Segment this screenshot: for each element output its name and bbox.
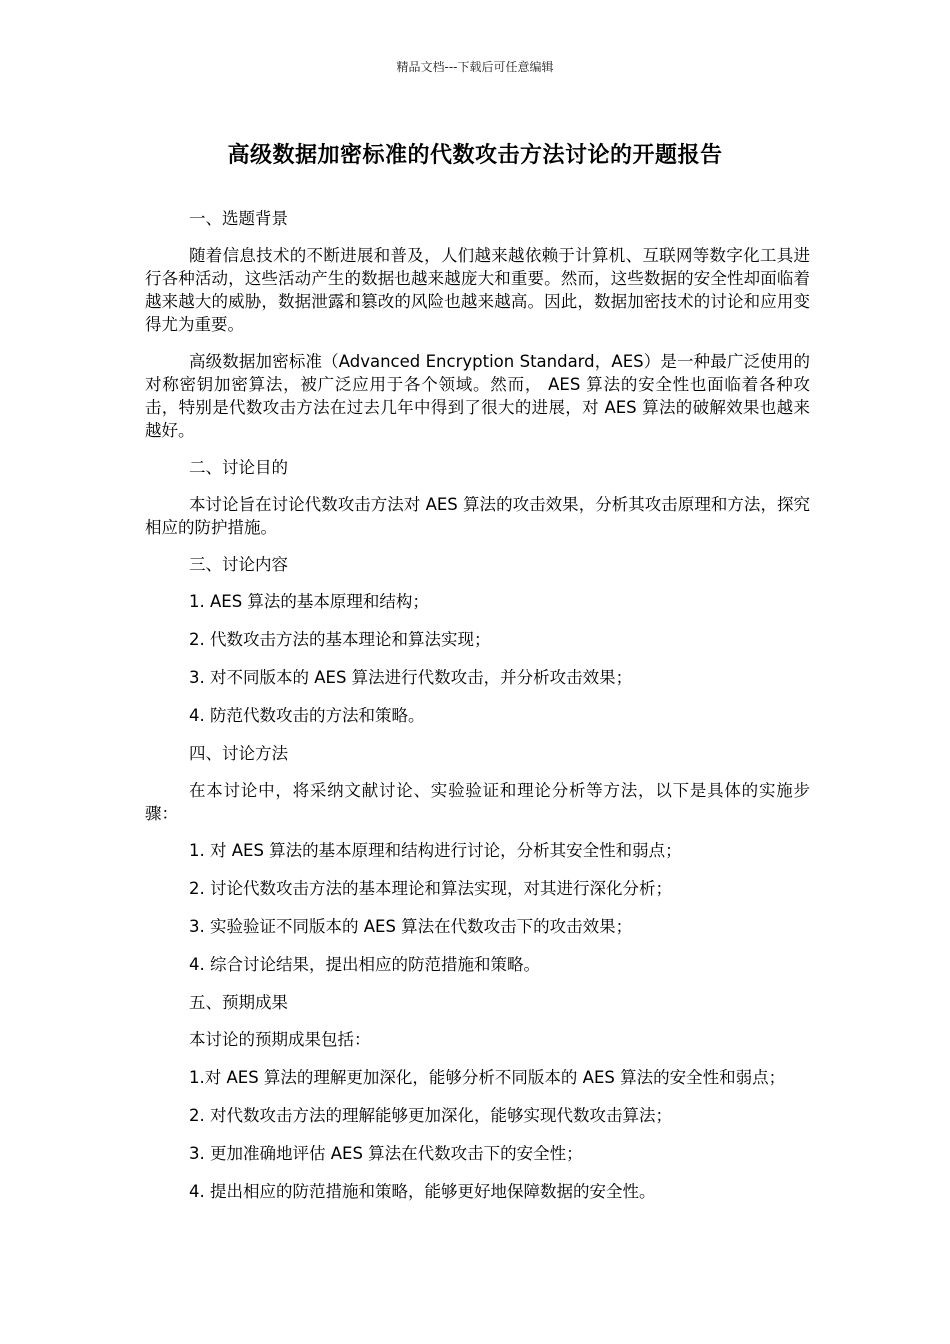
- purpose-paragraph: 本讨论旨在讨论代数攻击方法对 AES 算法的攻击效果，分析其攻击原理和方法，探究相应的防护措施。: [145, 495, 810, 537]
- background-paragraph-2: 高级数据加密标准（Advanced Encryption Standard，AES）是一种最广泛使用的对称密钥加密算法，被广泛应用于各个领域。然而， AES 算法的安全性也面临着各种攻击，特别是代数攻击方法在过去几年中得到了很大的进展，对 AES 算法的破解效果也越来越好。: [145, 352, 810, 440]
- section-heading-content: 三、讨论内容: [189, 555, 288, 574]
- header-note: 精品文档---下载后可任意编辑: [396, 60, 554, 74]
- content-item-2: 2. 代数攻击方法的基本理论和算法实现；: [189, 630, 491, 649]
- section-heading-background: 一、选题背景: [189, 209, 288, 228]
- section-heading-method: 四、讨论方法: [189, 744, 288, 763]
- results-item-2: 2. 对代数攻击方法的理解能够更加深化，能够实现代数攻击算法；: [189, 1106, 672, 1125]
- section-heading-purpose: 二、讨论目的: [189, 458, 288, 477]
- method-item-1: 1. 对 AES 算法的基本原理和结构进行讨论，分析其安全性和弱点；: [189, 841, 682, 860]
- content-item-4: 4. 防范代数攻击的方法和策略。: [189, 706, 425, 725]
- document-body: [145, 207, 810, 1218]
- method-item-4: 4. 综合讨论结果，提出相应的防范措施和策略。: [189, 955, 540, 974]
- results-item-1: 1.对 AES 算法的理解更加深化，能够分析不同版本的 AES 算法的安全性和弱点；: [189, 1068, 786, 1087]
- content-item-1: 1. AES 算法的基本原理和结构；: [189, 592, 429, 611]
- results-item-3: 3. 更加准确地评估 AES 算法在代数攻击下的安全性；: [189, 1144, 583, 1163]
- content-item-3: 3. 对不同版本的 AES 算法进行代数攻击，并分析攻击效果；: [189, 668, 633, 687]
- background-paragraph-1: 随着信息技术的不断进展和普及，人们越来越依赖于计算机、互联网等数字化工具进行各种活动，这些活动产生的数据也越来越庞大和重要。然而，这些数据的安全性却面临着越来越大的威胁，数据泄露和篡改的风险也越来越高。因此，数据加密技术的讨论和应用变得尤为重要。: [145, 246, 810, 334]
- document-title: 高级数据加密标准的代数攻击方法讨论的开题报告: [227, 143, 723, 168]
- method-item-2: 2. 讨论代数攻击方法的基本理论和算法实现，对其进行深化分析；: [189, 879, 672, 898]
- method-intro: 在本讨论中，将采纳文献讨论、实验验证和理论分析等方法，以下是具体的实施步骤：: [145, 781, 810, 823]
- results-intro: 本讨论的预期成果包括：: [189, 1030, 371, 1049]
- method-item-3: 3. 实验验证不同版本的 AES 算法在代数攻击下的攻击效果；: [189, 917, 633, 936]
- results-item-4: 4. 提出相应的防范措施和策略，能够更好地保障数据的安全性。: [189, 1182, 656, 1201]
- section-heading-results: 五、预期成果: [189, 993, 288, 1012]
